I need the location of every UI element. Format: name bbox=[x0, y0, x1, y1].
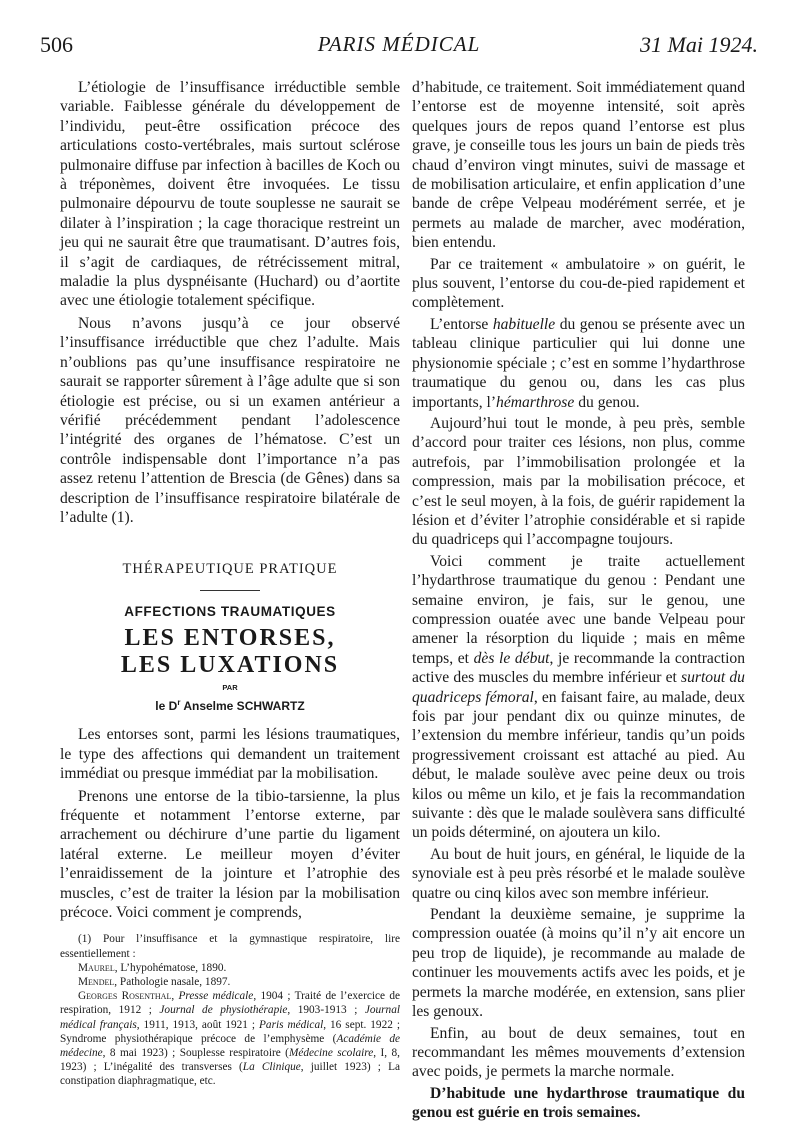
footnote-author: Georges Rosenthal bbox=[78, 990, 172, 1003]
bold-run: D’habitude une hydarthrose traumatique du genou est guérie en trois semaines. bbox=[412, 1084, 745, 1122]
footnote-text: , 1904 ; Traité de l’exercice de respiration, 1912 ; bbox=[60, 990, 400, 1017]
footnote bbox=[60, 961, 400, 975]
article-kicker: AFFECTIONS TRAUMATIQUES bbox=[124, 604, 336, 620]
paragraph bbox=[412, 315, 745, 412]
paragraph: Enfin, au bout de deux semaines, tout en recommandant les mêmes mouvements d’extension avec poids, je permets la marche normale. bbox=[412, 1024, 745, 1081]
footnote-text: , 16 sept. 1922 ; Syndrome physiothérapique précoce de l’emphysème ( bbox=[60, 1018, 400, 1045]
paragraph: d’habitude, ce traitement. Soit immédiatement quand l’entorse est de moyenne intensité, soit après quelques jours de repos quand l’entorse est plus grave, je conseille tous les jours un bain de pieds très chaud d’environ vingt minutes, suivi de massage et de mobilisation articulaire, et enfin application d’une bande de crêpe Velpeau modérément serrée, et je permets au malade de marcher, avec modération, bien entendu. bbox=[412, 79, 745, 252]
footnote-author: Mendel bbox=[78, 976, 115, 989]
footnote: (1) Pour l’insuffisance et la gymnastique respiratoire, lire essentiellement : bbox=[60, 933, 400, 960]
paragraph: Par ce traitement « ambulatoire » on guérit, le plus souvent, l’entorse du cou-de-pied rapidement et complètement. bbox=[412, 255, 745, 312]
paragraph: Aujourd’hui tout le monde, à peu près, semble d’accord pour traiter ces lésions, non plus, comme autrefois, par l’immobilisation prolongée et la compression, mais par la mobilisation précoce, et c’est le seul moyen, à la fois, de guérir rapidement la lésion et d’éviter l’atrophie considérable et si rapide du quadriceps qui l’accompagne toujours. bbox=[412, 414, 745, 549]
section-title bbox=[60, 561, 400, 591]
page-header bbox=[40, 32, 758, 64]
article-headline bbox=[60, 625, 400, 679]
text-run: Voici comment je traite actuellement l’hydarthrose traumatique du genou : Pendant une semaine environ, je fais, sur le genou, une compression ouatée avec une bande Velpeau pour amener la résorption du liquide ; mais en même temps, et bbox=[412, 552, 745, 667]
footnote-text: , 1903-1913 ; bbox=[287, 1004, 365, 1017]
footnote-italic: La Clinique bbox=[242, 1061, 301, 1074]
journal-title: PARIS MÉDICAL bbox=[317, 32, 481, 56]
footnote-text: , I, 8, 1923) ; L’inégalité des transverses ( bbox=[60, 1047, 400, 1074]
paragraph: L’étiologie de l’insuffisance irréductible semble variable. Faiblesse générale du développement de l’individu, peut-être ossification précoce des articulations costo-vertébrales, mais surtout sclérose pulmonaire diffuse par infection à bacilles de Koch ou à tréponèmes, doivent être invoquées. Le tissu pulmonaire dépourvu de toute souplesse ne saurait se dilater à l’inspiration ; la cage thoracique restreint un jeu qui ne saurait être que traumatisant. D’autres fois, il s’agit de cardiaques, de rétrécissement mitral, maladie la plus dyspnéisante (Huchard) ou d’aortite avec une étiologie totalement spécifique. bbox=[60, 79, 400, 310]
footnote-italic: Journal médical français bbox=[60, 1004, 400, 1031]
headline-line: LES LUXATIONS bbox=[120, 652, 340, 679]
footnote-text: , 1911, 1913, août 1921 ; bbox=[136, 1018, 260, 1031]
footnotes bbox=[60, 932, 400, 1088]
text-run: L’entorse bbox=[430, 315, 493, 333]
author-title-sup: r bbox=[177, 698, 181, 708]
divider bbox=[200, 590, 260, 591]
footnote-text: , Pathologie nasale, 1897. bbox=[114, 976, 231, 989]
italic-run: dès le début bbox=[473, 649, 550, 667]
paragraph: Au bout de huit jours, en général, le liquide de la synoviale est à peu près résorbé et le malade soulève quatre ou cinq kilos avec son membre inférieur. bbox=[412, 845, 745, 902]
footnote-text: , L’hypohématose, 1890. bbox=[114, 961, 227, 974]
footnote-italic: Journal de physiothérapie bbox=[159, 1004, 288, 1017]
paragraph: Nous n’avons jusqu’à ce jour observé l’insuffisance irréductible que chez l’adulte. Mais n’oublions pas qu’une insuffisance respiratoire ne saurait se rapporter sûrement à l’âge adulte que si son étiologie est précise, ou si un examen antérieur a vérifié précédemment pendant l’adolescence l’intégrité des organes de l’hématose. C’est un contrôle indispensable dont l’importance n’a pas assez retenu l’attention de Brescia (de Gênes) dans sa description de l’insuffisance respiratoire bilatérale de l’adulte (1). bbox=[60, 314, 400, 526]
paragraph bbox=[412, 1084, 745, 1123]
author-name: Anselme SCHWARTZ bbox=[183, 699, 305, 714]
byline-par: PAR bbox=[222, 683, 238, 693]
italic-run: habituelle bbox=[492, 315, 556, 333]
text-run: du genou. bbox=[574, 393, 640, 411]
paragraph: Pendant la deuxième semaine, je supprime la compression ouatée (à moins qu’il n’y ait encore un peu trop de liquide), je recommande au malade de continuer les mouvements actifs avec les poids, et je permets la marche modérée, en extension, sans plier les genoux. bbox=[412, 906, 745, 1021]
footnote-italic: Médecine scolaire bbox=[288, 1047, 374, 1060]
paragraph: Les entorses sont, parmi les lésions traumatiques, le type des affections qui demandent un traitement immédiat ou presque immédiat par la mobilisation. bbox=[60, 726, 400, 783]
footnote bbox=[60, 975, 400, 989]
paragraph bbox=[412, 552, 745, 843]
issue-date: 31 Mai 1924. bbox=[640, 32, 758, 57]
headline-line: LES ENTORSES, bbox=[124, 625, 336, 652]
byline-author bbox=[60, 698, 400, 713]
footnote-text: , bbox=[171, 990, 179, 1003]
footnote bbox=[60, 989, 400, 1088]
paragraph: Prenons une entorse de la tibio-tarsienne, la plus fréquente et notamment l’entorse externe, par arrachement ou déchirure d’une partie du ligament latéral externe. Le meilleur moyen d’éviter l’enraidissement de la jointure et l’atrophie des muscles, c’est de traiter la lésion par la mobilisation précoce. Voici comment je comprends, bbox=[60, 787, 400, 921]
footnote-italic: Presse médicale bbox=[178, 990, 254, 1003]
text-run: , je recommande la contraction active des muscles du membre inférieur et bbox=[412, 649, 746, 687]
left-column bbox=[60, 78, 400, 1089]
italic-run: hémarthrose bbox=[496, 393, 575, 411]
footnote-text: , juillet 1923) ; La constipation diaphragmatique, etc. bbox=[60, 1061, 400, 1088]
section-title-text: THÉRAPEUTIQUE PRATIQUE bbox=[122, 561, 338, 578]
text-run: du genou se présente avec un tableau clinique particulier qui lui donne une physionomie spéciale ; c’est en somme l’hydarthrose traumatique du genou ou, dans les cas plus importants, l’ bbox=[412, 315, 745, 411]
footnote-italic: Académie de médecine bbox=[60, 1032, 400, 1060]
right-column bbox=[412, 78, 745, 1123]
text-run: , en faisant faire, au malade, deux fois par jour pendant dix ou quinze minutes, de l’extension du membre inférieur, tandis qu’un poids progressivement croissant est attaché au pied. Au début, le malade soulève avec peine deux ou trois kilos ou même un kilo, et je fais la recommandation suivante : dès que le malade soulèvera sans difficulté un poids déterminé, on ajoutera un kilo. bbox=[412, 688, 745, 842]
italic-run: surtout du quadriceps fémoral bbox=[412, 669, 745, 706]
author-title: le D bbox=[155, 699, 178, 714]
page-number: 506 bbox=[40, 32, 73, 57]
footnote-author: Maurel bbox=[78, 961, 115, 974]
footnote-text: , 8 mai 1923) ; Souplesse respiratoire ( bbox=[102, 1047, 289, 1060]
footnote-italic: Paris médical bbox=[259, 1018, 324, 1031]
